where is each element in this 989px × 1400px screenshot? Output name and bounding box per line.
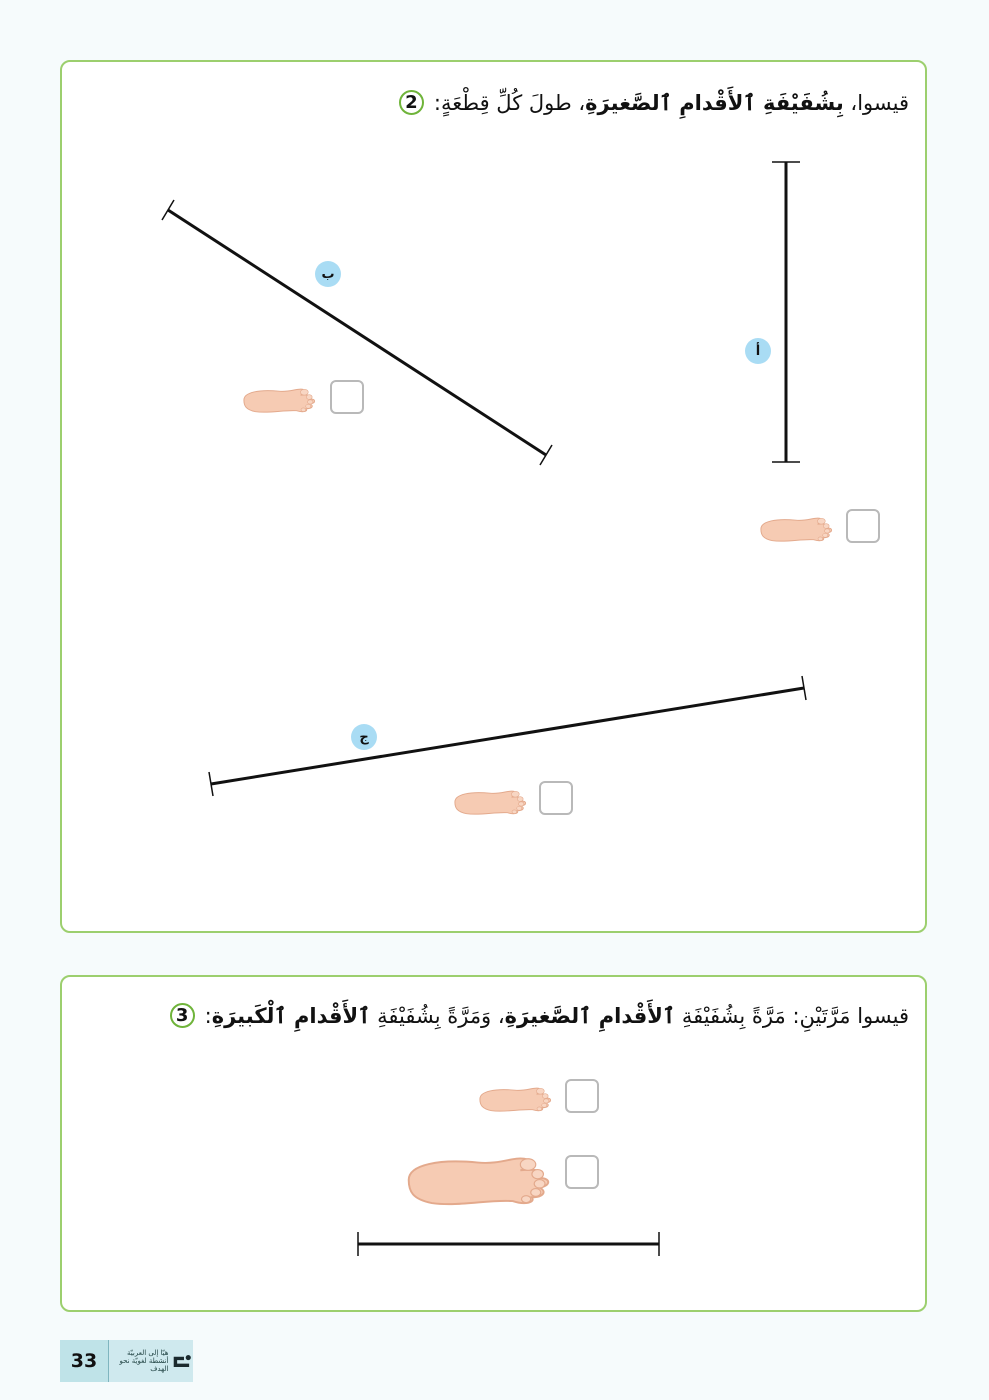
question-2-text: قيسوا، بِشُفَيْفَةِ ٱلأَقْدامِ ٱلصَّغيرَةِ، طولَ كُلِّ قِطْعَةٍ:: [433, 90, 909, 115]
page-number: 33: [60, 1340, 108, 1382]
segment-c: [209, 676, 806, 796]
segment-a: [772, 162, 800, 462]
answer-box-b[interactable]: [330, 380, 364, 414]
question-2-card: [60, 60, 927, 933]
question-3-card: [60, 975, 927, 1312]
question-3-text: قيسوا مَرَّتَيْنِ: مَرَّةً بِشُفَيْفَةِ ٱلأَقْدامِ ٱلصَّغيرَةِ، وَمَرَّةً بِشُفَيْفَةِ ٱلأَقْدامِ ٱلْكَبيرَةِ:: [204, 1003, 909, 1028]
segment-b-label: ب: [315, 261, 341, 287]
logo-icon: [172, 1352, 193, 1370]
segment-d-drawing: [62, 977, 929, 1314]
page-footer: [60, 1340, 193, 1382]
answer-box-a[interactable]: [846, 509, 880, 543]
question-number-badge: 2: [399, 90, 424, 115]
segment-b: [162, 200, 552, 465]
logo: [108, 1340, 193, 1382]
logo-text: هيّا إلى العربيّة أنشطة لغويّة نحو الهدف: [119, 1349, 169, 1373]
answer-box-c[interactable]: [539, 781, 573, 815]
segment-a-label: أ: [745, 338, 771, 364]
small-foot-icon: [451, 784, 529, 818]
question-number-badge: 3: [170, 1003, 195, 1028]
small-foot-icon: [757, 511, 835, 545]
segment-c-label: ج: [351, 724, 377, 750]
small-foot-icon: [240, 382, 318, 416]
